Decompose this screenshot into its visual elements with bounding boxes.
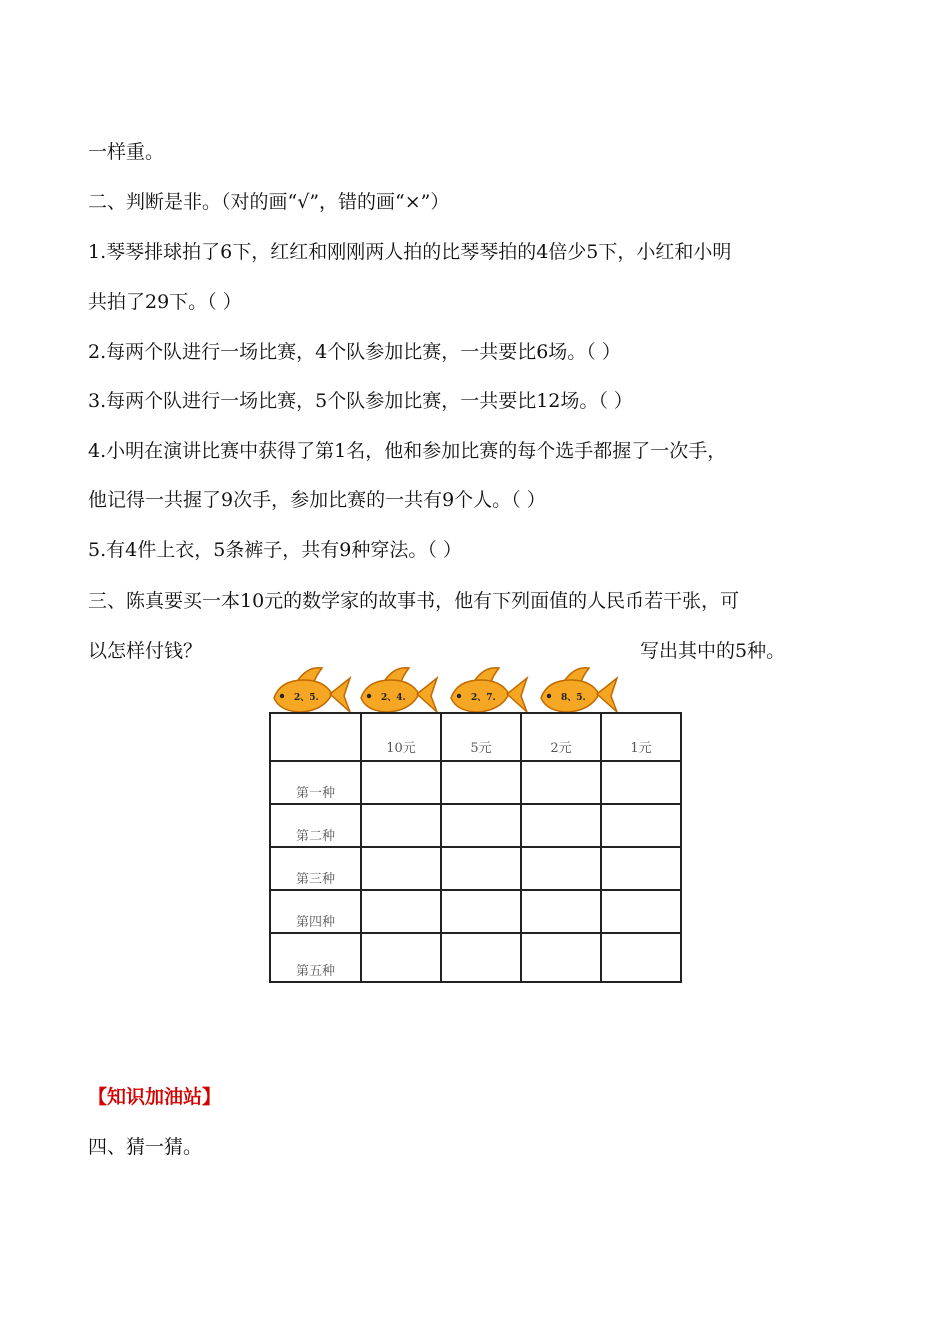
- fish-eye: [367, 694, 371, 698]
- row-label: 第三种: [270, 847, 361, 890]
- answer-cell[interactable]: [601, 804, 681, 847]
- row-label: 第二种: [270, 804, 361, 847]
- table-row: [270, 890, 681, 933]
- answer-cell[interactable]: [601, 847, 681, 890]
- answer-cell[interactable]: [361, 933, 441, 982]
- column-header-1-yuan: 1元: [601, 713, 681, 761]
- section-4-heading: 四、猜一猜。: [88, 1136, 203, 1158]
- question-1-line-2: 共拍了29下。（ ）: [88, 291, 242, 313]
- question-5: 5.有4件上衣，5条裤子，共有9种穿法。（ ）: [88, 539, 462, 561]
- answer-cell[interactable]: [361, 847, 441, 890]
- answer-cell[interactable]: [521, 804, 601, 847]
- question-2: 2.每两个队进行一场比赛，4个队参加比赛，一共要比6场。（ ）: [88, 341, 621, 363]
- table-row: [270, 761, 681, 804]
- fish-illustration-1: [270, 664, 352, 714]
- answer-cell[interactable]: [441, 890, 521, 933]
- answer-cell[interactable]: [521, 847, 601, 890]
- fish-illustration-3: [447, 664, 529, 714]
- question-4-line-2: 他记得一共握了9次手，参加比赛的一共有9个人。（ ）: [88, 489, 546, 511]
- fish-eye: [457, 694, 461, 698]
- fish-eye: [280, 694, 284, 698]
- answer-cell[interactable]: [361, 761, 441, 804]
- answer-cell[interactable]: [361, 804, 441, 847]
- section-3-line-2-end: 写出其中的5种。: [640, 640, 786, 662]
- section-3-line-1: 三、陈真要买一本10元的数学家的故事书，他有下列面值的人民币若干张，可: [88, 590, 740, 612]
- column-header-10-yuan: 10元: [361, 713, 441, 761]
- fish-label: 2、5.: [294, 693, 319, 703]
- table-row: [270, 847, 681, 890]
- row-label: 第四种: [270, 890, 361, 933]
- question-4-line-1: 4.小明在演讲比赛中获得了第1名，他和参加比赛的每个选手都握了一次手，: [88, 440, 727, 462]
- section-2-heading: 二、判断是非。（对的画“√”，错的画“×”）: [88, 191, 450, 213]
- row-label: 第一种: [270, 761, 361, 804]
- question-3: 3.每两个队进行一场比赛，5个队参加比赛，一共要比12场。（ ）: [88, 390, 633, 412]
- fish-label: 2、4.: [381, 693, 406, 703]
- payment-table: [269, 712, 682, 983]
- answer-cell[interactable]: [521, 890, 601, 933]
- table-header-row: [270, 713, 681, 761]
- column-header-2-yuan: 2元: [521, 713, 601, 761]
- answer-cell[interactable]: [601, 933, 681, 982]
- table-row: [270, 933, 681, 982]
- section-3-line-2: 以怎样付钱？: [88, 640, 203, 662]
- answer-cell[interactable]: [601, 761, 681, 804]
- fish-label: 2、7.: [471, 693, 496, 703]
- question-1-line-1: 1.琴琴排球拍了6下，红红和刚刚两人拍的比琴琴拍的4倍少5下，小红和小明: [88, 241, 732, 263]
- text-line-1: 一样重。: [88, 141, 165, 163]
- fish-illustration-4: [537, 664, 619, 714]
- answer-cell[interactable]: [441, 933, 521, 982]
- answer-cell[interactable]: [521, 761, 601, 804]
- fish-label: 8、5.: [561, 693, 586, 703]
- column-header-5-yuan: 5元: [441, 713, 521, 761]
- row-label: 第五种: [270, 933, 361, 982]
- table-corner-cell: [270, 713, 361, 761]
- fish-eye: [547, 694, 551, 698]
- answer-cell[interactable]: [521, 933, 601, 982]
- table-row: [270, 804, 681, 847]
- answer-cell[interactable]: [441, 847, 521, 890]
- answer-cell[interactable]: [601, 890, 681, 933]
- answer-cell[interactable]: [441, 804, 521, 847]
- knowledge-station-heading: 【知识加油站】: [88, 1086, 222, 1108]
- answer-cell[interactable]: [441, 761, 521, 804]
- fish-illustration-2: [357, 664, 439, 714]
- answer-cell[interactable]: [361, 890, 441, 933]
